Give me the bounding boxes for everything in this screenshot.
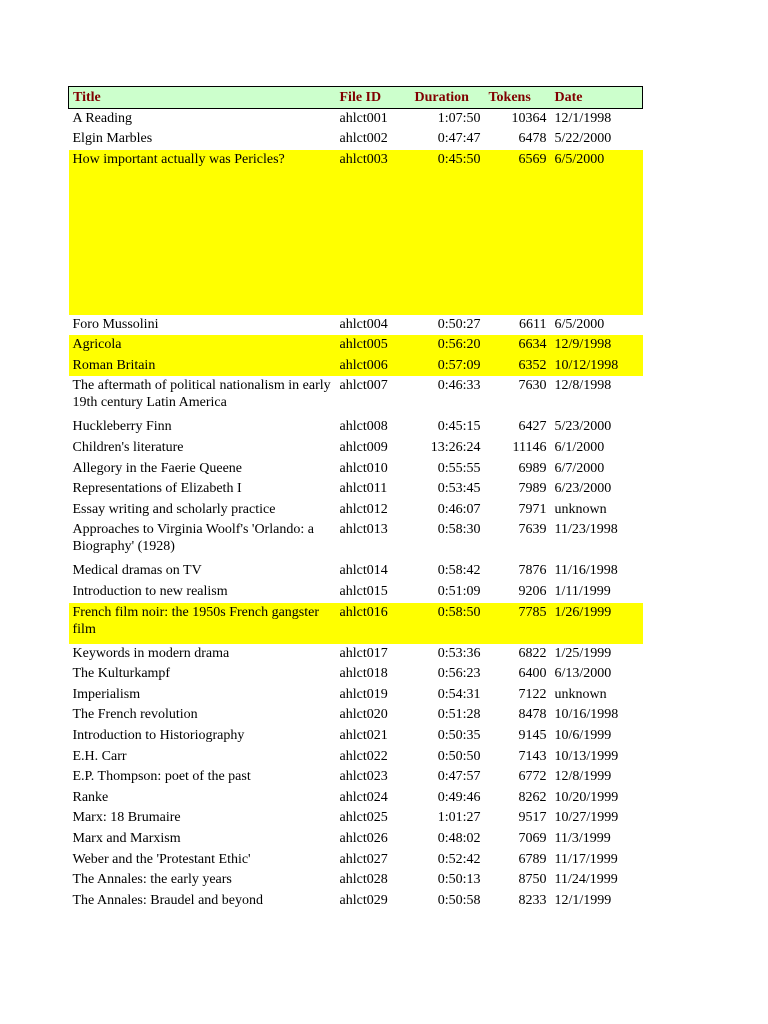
cell-date: unknown bbox=[554, 686, 607, 702]
table-row bbox=[69, 664, 643, 685]
table-row bbox=[69, 109, 643, 130]
cell-title: E.P. Thompson: poet of the past bbox=[72, 769, 251, 785]
table-row bbox=[69, 417, 643, 438]
table-row bbox=[69, 376, 643, 417]
cell-file-id: ahlct020 bbox=[339, 707, 388, 723]
table-row bbox=[69, 767, 643, 788]
cell-tokens: 6427 bbox=[518, 419, 547, 435]
cell-title: Foro Mussolini bbox=[72, 316, 159, 332]
table-row bbox=[69, 479, 643, 500]
header-title: Title bbox=[69, 87, 336, 109]
cell-title: Marx and Marxism bbox=[72, 830, 181, 846]
cell-title: The Annales: the early years bbox=[72, 872, 232, 888]
table-row bbox=[69, 685, 643, 706]
cell-title: Approaches to Virginia Woolf's 'Orlando: a Biography' (1928) bbox=[72, 522, 314, 555]
table-row bbox=[69, 150, 643, 315]
cell-file-id: ahlct023 bbox=[339, 769, 388, 785]
table-row bbox=[69, 438, 643, 459]
table-row bbox=[69, 726, 643, 747]
cell-tokens: 7876 bbox=[518, 563, 547, 579]
cell-title: Marx: 18 Brumaire bbox=[72, 810, 181, 826]
cell-title: The French revolution bbox=[72, 707, 198, 723]
cell-tokens: 6634 bbox=[485, 335, 551, 356]
cell-date: 11/17/1999 bbox=[554, 851, 618, 867]
cell-tokens: 11146 bbox=[512, 440, 547, 456]
cell-file-id: ahlct024 bbox=[339, 789, 388, 805]
cell-date: 10/12/1998 bbox=[551, 356, 643, 377]
cell-tokens: 7069 bbox=[518, 830, 547, 846]
cell-tokens: 8478 bbox=[518, 707, 547, 723]
cell-duration: 1:01:27 bbox=[437, 810, 481, 826]
cell-tokens: 7143 bbox=[518, 748, 547, 764]
table-row bbox=[69, 870, 643, 891]
header-file-id: File ID bbox=[336, 87, 411, 109]
cell-date: 5/22/2000 bbox=[554, 131, 612, 147]
cell-file-id: ahlct011 bbox=[339, 481, 388, 497]
cell-date: 10/27/1999 bbox=[554, 810, 619, 826]
cell-tokens: 7122 bbox=[518, 686, 547, 702]
cell-duration: 0:54:31 bbox=[437, 686, 481, 702]
cell-file-id: ahlct004 bbox=[339, 316, 388, 332]
cell-duration: 0:47:57 bbox=[437, 769, 481, 785]
table-row bbox=[69, 561, 643, 582]
table-row bbox=[69, 788, 643, 809]
cell-duration: 0:52:42 bbox=[437, 851, 481, 867]
cell-tokens: 10364 bbox=[511, 111, 547, 126]
cell-tokens: 7639 bbox=[518, 522, 547, 538]
table-row bbox=[69, 891, 643, 912]
cell-title: Weber and the 'Protestant Ethic' bbox=[72, 851, 251, 867]
cell-date: 12/1/1999 bbox=[554, 892, 612, 908]
cell-tokens: 6989 bbox=[518, 460, 547, 476]
cell-title: Medical dramas on TV bbox=[72, 563, 202, 579]
cell-file-id: ahlct014 bbox=[339, 563, 388, 579]
cell-date: 6/1/2000 bbox=[554, 440, 605, 456]
cell-date: 1/26/1999 bbox=[551, 603, 643, 644]
cell-tokens: 9145 bbox=[518, 728, 547, 743]
cell-tokens: 7630 bbox=[518, 378, 547, 394]
cell-tokens: 8750 bbox=[518, 872, 547, 888]
cell-duration: 0:50:50 bbox=[437, 748, 481, 764]
cell-duration: 0:46:33 bbox=[437, 378, 481, 394]
cell-file-id: ahlct019 bbox=[339, 686, 388, 702]
cell-title: French film noir: the 1950s French gangster film bbox=[69, 603, 336, 644]
cell-title: The Annales: Braudel and beyond bbox=[72, 892, 264, 908]
table-body bbox=[69, 109, 643, 912]
cell-tokens: 6569 bbox=[485, 150, 551, 315]
table-row bbox=[69, 582, 643, 603]
cell-title: How important actually was Pericles? bbox=[69, 150, 336, 315]
cell-duration: 0:55:55 bbox=[437, 460, 481, 476]
cell-duration: 0:50:13 bbox=[437, 872, 481, 888]
cell-title: Agricola bbox=[69, 335, 336, 356]
cell-tokens: 7785 bbox=[485, 603, 551, 644]
cell-date: 10/13/1999 bbox=[554, 748, 619, 764]
cell-title: Introduction to Historiography bbox=[72, 728, 245, 743]
cell-file-id: ahlct025 bbox=[339, 810, 388, 826]
cell-date: 6/23/2000 bbox=[554, 481, 612, 497]
cell-title: Representations of Elizabeth I bbox=[72, 481, 242, 497]
cell-duration: 0:56:20 bbox=[411, 335, 485, 356]
cell-tokens: 8262 bbox=[518, 789, 547, 805]
table-row bbox=[69, 500, 643, 521]
cell-file-id: ahlct009 bbox=[339, 440, 388, 456]
cell-duration: 0:58:50 bbox=[411, 603, 485, 644]
cell-tokens: 7989 bbox=[518, 481, 547, 497]
cell-duration: 0:50:35 bbox=[437, 728, 481, 743]
cell-title: Essay writing and scholarly practice bbox=[72, 501, 276, 517]
cell-title: A Reading bbox=[72, 111, 132, 126]
cell-duration: 0:51:09 bbox=[437, 584, 481, 600]
cell-duration: 0:53:45 bbox=[437, 481, 481, 497]
cell-tokens: 6478 bbox=[518, 131, 547, 147]
cell-tokens: 6772 bbox=[518, 769, 547, 785]
cell-file-id: ahlct001 bbox=[339, 111, 388, 126]
cell-date: 5/23/2000 bbox=[554, 419, 612, 435]
cell-file-id: ahlct026 bbox=[339, 830, 388, 846]
cell-duration: 13:26:24 bbox=[430, 440, 481, 456]
cell-file-id: ahlct007 bbox=[339, 378, 388, 394]
cell-file-id: ahlct006 bbox=[336, 356, 411, 377]
cell-file-id: ahlct018 bbox=[339, 666, 388, 682]
cell-file-id: ahlct010 bbox=[339, 460, 388, 476]
cell-duration: 0:58:30 bbox=[437, 522, 481, 538]
lecture-table bbox=[68, 86, 643, 911]
cell-tokens: 9517 bbox=[518, 810, 547, 826]
cell-title: Elgin Marbles bbox=[72, 131, 153, 147]
table-row bbox=[69, 335, 643, 356]
cell-date: 10/16/1998 bbox=[554, 707, 619, 723]
cell-duration: 0:51:28 bbox=[437, 707, 481, 723]
table-row bbox=[69, 520, 643, 561]
table-row bbox=[69, 644, 643, 665]
cell-file-id: ahlct003 bbox=[336, 150, 411, 315]
cell-duration: 0:50:58 bbox=[437, 892, 481, 908]
cell-file-id: ahlct012 bbox=[339, 501, 388, 517]
cell-title: Introduction to new realism bbox=[72, 584, 228, 600]
cell-date: 12/1/1998 bbox=[554, 111, 612, 126]
cell-tokens: 8233 bbox=[518, 892, 547, 908]
cell-tokens: 6400 bbox=[518, 666, 547, 682]
cell-date: 1/25/1999 bbox=[554, 645, 612, 661]
cell-title: Children's literature bbox=[72, 440, 184, 456]
cell-date: unknown bbox=[554, 501, 607, 517]
cell-duration: 1:07:50 bbox=[437, 111, 481, 126]
table-row bbox=[69, 459, 643, 480]
cell-title: Allegory in the Faerie Queene bbox=[72, 460, 242, 476]
cell-date: 1/11/1999 bbox=[554, 584, 611, 600]
cell-date: 6/5/2000 bbox=[551, 150, 643, 315]
cell-date: 6/7/2000 bbox=[554, 460, 605, 476]
table-row bbox=[69, 850, 643, 871]
cell-date: 6/5/2000 bbox=[554, 316, 605, 332]
cell-file-id: ahlct016 bbox=[336, 603, 411, 644]
cell-duration: 0:45:15 bbox=[437, 419, 481, 435]
cell-date: 11/16/1998 bbox=[554, 563, 618, 579]
cell-title: E.H. Carr bbox=[72, 748, 127, 764]
cell-file-id: ahlct028 bbox=[339, 872, 388, 888]
cell-title: The Kulturkampf bbox=[72, 666, 171, 682]
table-row bbox=[69, 603, 643, 644]
cell-duration: 0:57:09 bbox=[411, 356, 485, 377]
cell-date: 6/13/2000 bbox=[554, 666, 612, 682]
cell-duration: 0:58:42 bbox=[437, 563, 481, 579]
cell-duration: 0:48:02 bbox=[437, 830, 481, 846]
cell-file-id: ahlct013 bbox=[339, 522, 388, 538]
table-row bbox=[69, 747, 643, 768]
cell-date: 11/3/1999 bbox=[554, 830, 611, 846]
cell-date: 10/6/1999 bbox=[554, 728, 612, 743]
table-row bbox=[69, 315, 643, 336]
cell-duration: 0:45:50 bbox=[411, 150, 485, 315]
cell-tokens: 6611 bbox=[519, 316, 547, 332]
cell-title: Keywords in modern drama bbox=[72, 645, 230, 661]
header-duration: Duration bbox=[411, 87, 485, 109]
cell-tokens: 6789 bbox=[518, 851, 547, 867]
table-row bbox=[69, 705, 643, 726]
cell-date: 12/9/1998 bbox=[551, 335, 643, 356]
table-row bbox=[69, 829, 643, 850]
cell-file-id: ahlct022 bbox=[339, 748, 388, 764]
header-tokens: Tokens bbox=[485, 87, 551, 109]
cell-date: 10/20/1999 bbox=[554, 789, 619, 805]
cell-file-id: ahlct015 bbox=[339, 584, 388, 600]
cell-date: 11/23/1998 bbox=[554, 522, 618, 538]
cell-title: Huckleberry Finn bbox=[72, 419, 172, 435]
cell-file-id: ahlct008 bbox=[339, 419, 388, 435]
cell-tokens: 9206 bbox=[518, 584, 547, 600]
cell-file-id: ahlct027 bbox=[339, 851, 388, 867]
cell-date: 11/24/1999 bbox=[554, 872, 618, 888]
cell-duration: 0:56:23 bbox=[437, 666, 481, 682]
cell-file-id: ahlct005 bbox=[336, 335, 411, 356]
cell-title: Ranke bbox=[72, 789, 109, 805]
header-row bbox=[69, 87, 643, 109]
cell-date: 12/8/1999 bbox=[554, 769, 612, 785]
table-row bbox=[69, 356, 643, 377]
cell-duration: 0:46:07 bbox=[437, 501, 481, 517]
cell-tokens: 6822 bbox=[518, 645, 547, 661]
cell-tokens: 6352 bbox=[485, 356, 551, 377]
cell-duration: 0:49:46 bbox=[437, 789, 481, 805]
cell-file-id: ahlct021 bbox=[339, 728, 388, 743]
cell-tokens: 7971 bbox=[518, 501, 547, 517]
table-row bbox=[69, 808, 643, 829]
cell-title: Imperialism bbox=[72, 686, 141, 702]
table-row bbox=[69, 129, 643, 150]
cell-date: 12/8/1998 bbox=[554, 378, 612, 394]
cell-title: Roman Britain bbox=[69, 356, 336, 377]
header-date: Date bbox=[551, 87, 643, 109]
cell-file-id: ahlct002 bbox=[339, 131, 388, 147]
cell-file-id: ahlct017 bbox=[339, 645, 388, 661]
cell-duration: 0:50:27 bbox=[437, 316, 481, 332]
cell-title: The aftermath of political nationalism in early 19th century Latin America bbox=[72, 378, 331, 411]
cell-file-id: ahlct029 bbox=[339, 892, 388, 908]
cell-duration: 0:47:47 bbox=[437, 131, 481, 147]
cell-duration: 0:53:36 bbox=[437, 645, 481, 661]
